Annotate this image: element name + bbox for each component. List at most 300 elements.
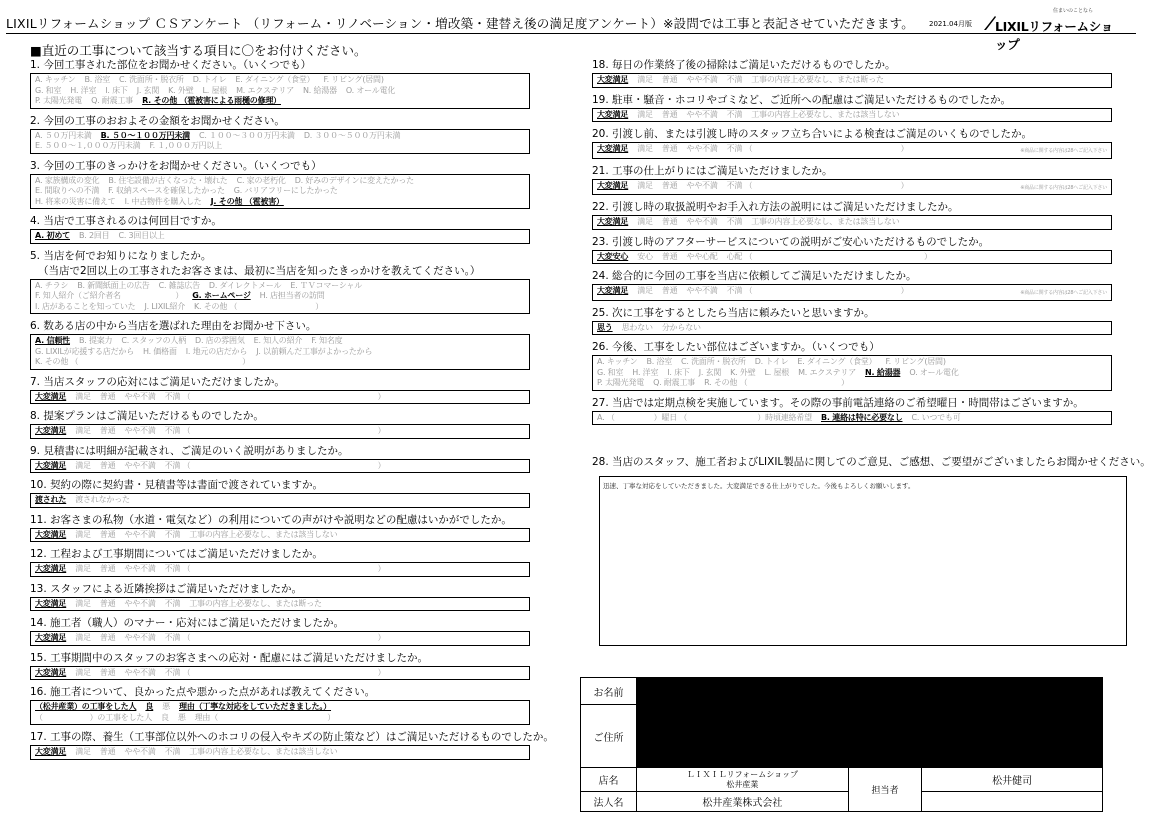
- answer-option[interactable]: G. LIXILが応援する店だから: [35, 346, 134, 356]
- answer-note: ※商品に関する内容は28へご記入下さい: [1020, 148, 1107, 154]
- question-block: [592, 269, 1112, 301]
- answer-option[interactable]: J. LIXIL紹介: [144, 301, 186, 311]
- answer-option[interactable]: H. 洋室: [70, 85, 97, 95]
- answer-option[interactable]: 普通: [99, 460, 116, 470]
- selected-option[interactable]: 大変満足: [35, 598, 67, 608]
- answer-line: [35, 702, 525, 713]
- answer-option[interactable]: やや不満: [686, 109, 718, 119]
- answer-option[interactable]: やや不満: [686, 75, 718, 84]
- selected-option[interactable]: 大変満足: [597, 75, 629, 84]
- question-block: [30, 685, 530, 725]
- answer-box: [30, 279, 530, 315]
- selected-option[interactable]: B. 連絡は特に必要なし: [820, 412, 903, 422]
- answer-option[interactable]: 不満 （ ）: [726, 144, 909, 153]
- answer-option[interactable]: C. １００～３００万円未満: [198, 130, 295, 140]
- answer-option[interactable]: やや不満: [124, 633, 156, 642]
- selected-option[interactable]: 渡された: [35, 495, 67, 504]
- left-question-column: [30, 58, 554, 765]
- answer-option[interactable]: E. ＴＶコマーシャル: [290, 280, 362, 290]
- selected-option[interactable]: 良: [145, 702, 154, 711]
- answer-option[interactable]: （ ）の工事をした人: [35, 712, 152, 722]
- selected-option[interactable]: 大変満足: [35, 529, 67, 539]
- answer-box: [30, 562, 530, 577]
- question-block: [30, 582, 530, 612]
- answer-option[interactable]: 不満: [164, 529, 181, 539]
- answer-option[interactable]: 不満 （ ）: [164, 633, 386, 642]
- answer-option[interactable]: C. いつでも可: [911, 412, 961, 422]
- question-block: [592, 93, 1112, 123]
- name-label: お名前: [581, 678, 637, 705]
- answer-option[interactable]: F. 知人紹介（ご紹介者名 ）: [35, 291, 184, 300]
- question-title: 1. 今回工事された部位をお聞かせください。（いくつでも）: [30, 59, 312, 71]
- answer-option[interactable]: I. 床下: [667, 367, 690, 377]
- selected-option[interactable]: N. 給湯器: [865, 367, 901, 377]
- selected-option[interactable]: 大変満足: [597, 109, 629, 119]
- answer-option[interactable]: K. その他 （ ）: [194, 301, 324, 311]
- answer-option[interactable]: 不満: [726, 217, 743, 226]
- question-title: 8. 提案プランはご満足いただけるものでしたか。: [30, 410, 264, 422]
- question-block: [30, 409, 530, 439]
- address-label: ご住所: [581, 705, 637, 768]
- selected-option[interactable]: 大変満足: [597, 144, 629, 153]
- answer-option[interactable]: A. キッチン: [35, 75, 76, 84]
- answer-option[interactable]: 分からない: [661, 322, 701, 332]
- answer-option[interactable]: G. 和室: [597, 367, 624, 377]
- answer-line: [35, 131, 525, 142]
- answer-note: ※商品に関する内容は28へご記入下さい: [1020, 184, 1107, 191]
- staff-extra: [922, 792, 1103, 812]
- answer-option[interactable]: E. ダイニング（食堂）: [797, 357, 877, 366]
- question-title: 20. 引渡し前、または引渡し時のスタッフ立ち合いによる検査はご満足のいくものでしたか。: [592, 128, 1033, 140]
- answer-line: [597, 75, 1107, 86]
- answer-option[interactable]: B. 住宅設備が古くなった・壊れた: [108, 175, 228, 185]
- selected-option[interactable]: A. 信頼性: [35, 336, 70, 345]
- selected-option[interactable]: 大変満足: [35, 564, 67, 573]
- answer-option[interactable]: 普通: [99, 391, 116, 401]
- answer-option[interactable]: F. リビング(居間): [885, 357, 946, 366]
- answer-option[interactable]: C. 洗面所・脱衣所: [681, 357, 746, 366]
- answer-option[interactable]: 普通: [99, 529, 116, 539]
- answer-option[interactable]: H. 将来の災害に備えて: [35, 196, 116, 206]
- answer-option[interactable]: 普通: [99, 667, 116, 677]
- question-title: 14. 施工者（職人）のマナー・応対にはご満足いただけましたか。: [30, 617, 345, 629]
- answer-option[interactable]: B. 浴室: [84, 75, 111, 84]
- answer-option[interactable]: M. エクステリア: [236, 85, 295, 95]
- question-block: [592, 127, 1112, 159]
- shop-label: 店名: [581, 768, 637, 792]
- answer-option[interactable]: A. ５０万円未満: [35, 130, 92, 140]
- answer-option[interactable]: 普通: [661, 251, 678, 261]
- answer-box: [30, 174, 530, 210]
- answer-option[interactable]: H. 価格面: [143, 346, 177, 356]
- answer-line: [35, 75, 525, 86]
- answer-option[interactable]: 普通: [99, 598, 116, 608]
- answer-option[interactable]: E. ５００～１,０００万円未満: [35, 141, 141, 150]
- selected-option[interactable]: 大変満足: [597, 217, 629, 226]
- answer-line: [35, 599, 525, 610]
- answer-option[interactable]: F. 知名度: [311, 336, 343, 345]
- staff-label: 担当者: [848, 768, 921, 812]
- answer-option[interactable]: やや不満: [124, 667, 156, 677]
- answer-option[interactable]: 不満: [726, 109, 743, 119]
- answer-option[interactable]: C. 雑誌広告: [158, 280, 200, 290]
- answer-line: [597, 378, 1107, 389]
- answer-line: [35, 86, 525, 97]
- answer-line: [35, 564, 525, 575]
- customer-info-table: [580, 677, 1103, 812]
- selected-option[interactable]: 大変安心: [597, 251, 629, 261]
- answer-line: [35, 186, 525, 197]
- answer-option[interactable]: A. チラシ: [35, 280, 69, 290]
- answer-option[interactable]: F. １,０００万円以上: [149, 141, 223, 150]
- answer-option[interactable]: I. 床下: [105, 85, 128, 95]
- question-block: [30, 651, 530, 681]
- answer-option[interactable]: 満足: [637, 217, 653, 226]
- answer-line: [35, 197, 525, 208]
- answer-option[interactable]: L. 屋根: [764, 367, 790, 377]
- answer-option[interactable]: 普通: [99, 633, 116, 642]
- selected-option[interactable]: B. ５０～１００万円未満: [100, 130, 190, 140]
- question-title: 27. 当店では定期点検を実施しています。その際の事前電話連絡のご希望曜日・時間帯はございますか。: [592, 396, 1084, 409]
- answer-box: [30, 528, 530, 543]
- answer-option[interactable]: 普通: [661, 180, 678, 190]
- selected-option[interactable]: 大変満足: [35, 747, 67, 756]
- question-title: 17. 工事の際、養生（工事部位以外へのホコリの侵入やキズの防止策など）はご満足いただけるものでしたか。: [30, 731, 554, 743]
- answer-option[interactable]: 不満 （ ）: [164, 391, 386, 401]
- answer-option[interactable]: E. 知人の紹介: [253, 336, 303, 345]
- answer-option[interactable]: B. 浴室: [646, 357, 673, 366]
- answer-line: [35, 747, 525, 758]
- answer-option[interactable]: B. 提案力: [78, 336, 113, 345]
- answer-option[interactable]: 普通: [661, 217, 678, 226]
- answer-line: [35, 713, 525, 724]
- selected-option[interactable]: R. その他 （雹被害による雨樋の修理）: [142, 96, 281, 105]
- answer-option[interactable]: 満足: [75, 426, 91, 435]
- answer-option[interactable]: やや不満: [124, 391, 156, 401]
- answer-option[interactable]: 思わない: [621, 322, 653, 332]
- answer-option[interactable]: 工事の内容上必要なし、または該当しない: [751, 217, 900, 226]
- answer-option[interactable]: G. バリアフリーにしたかった: [233, 186, 338, 195]
- answer-option[interactable]: 満足: [75, 598, 91, 608]
- answer-option[interactable]: J. 玄関: [698, 367, 722, 377]
- answer-option[interactable]: 普通: [661, 144, 678, 153]
- answer-option[interactable]: 不満 （ ）: [726, 180, 909, 190]
- answer-line: [35, 176, 525, 187]
- answer-option[interactable]: 不満: [726, 75, 743, 84]
- answer-option[interactable]: I. 店があることを知っていた: [35, 301, 136, 311]
- answer-option[interactable]: C. スタッフの人柄: [121, 336, 187, 345]
- answer-option[interactable]: Q. 耐震工事: [653, 378, 696, 387]
- answer-option[interactable]: E. ダイニング（食堂）: [235, 75, 315, 84]
- answer-option[interactable]: J. 以前頼んだ工事がよかったから: [256, 346, 373, 356]
- answer-line: [35, 291, 525, 302]
- question-title: 22. 引渡し時の取扱説明やお手入れ方法の説明にはご満足いただけましたか。: [592, 201, 959, 213]
- answer-box: [30, 229, 530, 244]
- answer-option[interactable]: 工事の内容上必要なし、または該当しない: [189, 747, 338, 756]
- answer-option[interactable]: D. 好みのデザインに変えたかった: [294, 175, 414, 185]
- answer-option[interactable]: 不満: [164, 747, 181, 756]
- answer-option[interactable]: 普通: [99, 426, 116, 435]
- answer-option[interactable]: 工事の内容上必要なし、または断った: [189, 598, 322, 608]
- question-block: [30, 730, 554, 760]
- answer-option[interactable]: 工事の内容上必要なし、または該当しない: [751, 109, 900, 119]
- answer-line: [35, 347, 525, 358]
- answer-option[interactable]: 満足: [637, 109, 653, 119]
- answer-option[interactable]: C. 家の老朽化: [236, 175, 286, 185]
- answer-box: [30, 493, 530, 508]
- answer-option[interactable]: D. 店の雰囲気: [195, 336, 245, 345]
- answer-option[interactable]: 普通: [661, 109, 678, 119]
- selected-option[interactable]: 大変満足: [35, 426, 67, 435]
- answer-option[interactable]: D. トイレ: [192, 75, 227, 84]
- answer-option[interactable]: 満足: [637, 286, 653, 295]
- answer-option[interactable]: Q. 耐震工事: [91, 96, 134, 105]
- question-block: [592, 235, 1112, 265]
- answer-box: [592, 321, 1112, 336]
- question-block: [30, 58, 530, 109]
- answer-box: [30, 129, 530, 154]
- answer-option[interactable]: R. その他 （ ）: [704, 378, 849, 387]
- selected-option[interactable]: 大変満足: [35, 633, 67, 642]
- answer-option[interactable]: やや不満: [686, 144, 718, 153]
- question-title: 4. 当店で工事されるのは何回目ですか。: [30, 215, 222, 227]
- question-title: 18. 毎日の作業終了後の掃除はご満足いただけるものでしたか。: [592, 59, 896, 71]
- answer-option[interactable]: 満足: [637, 75, 653, 84]
- answer-option[interactable]: 安心: [637, 251, 653, 261]
- shop-name: [637, 768, 849, 792]
- answer-line: [35, 336, 525, 347]
- answer-option[interactable]: 工事の内容上必要なし、または該当しない: [189, 529, 338, 539]
- corp-label: 法人名: [581, 792, 637, 812]
- question-block: [592, 164, 1112, 196]
- question-title: 2. 今回の工事のおおよその金額をお聞かせください。: [30, 114, 285, 127]
- selected-option[interactable]: 大変満足: [597, 180, 629, 190]
- answer-option[interactable]: 悪: [162, 702, 171, 711]
- answer-line: [597, 144, 1107, 155]
- answer-box: [30, 700, 530, 725]
- comment-box[interactable]: 迅速、丁寧な対応をしていただきました。大変満足できる仕上がりでした。今後もよろしくお願いします。: [599, 476, 1127, 646]
- answer-option[interactable]: 渡されなかった: [75, 495, 130, 504]
- answer-box: [30, 666, 530, 681]
- selected-option[interactable]: 理由（丁寧な対応をしていただきました。）: [179, 702, 332, 711]
- question-block: [30, 513, 530, 543]
- answer-option[interactable]: A. キッチン: [597, 357, 638, 366]
- answer-box: [30, 334, 530, 370]
- answer-option[interactable]: 不満 （ ）: [164, 460, 386, 470]
- answer-line: [35, 302, 525, 313]
- answer-line: [35, 461, 525, 472]
- answer-option[interactable]: H. 洋室: [632, 367, 659, 377]
- answer-option[interactable]: やや不満: [124, 460, 156, 470]
- question-title: 21. 工事の仕上がりにはご満足いただけましたか。: [592, 164, 833, 177]
- question-title: 7. 当店スタッフの応対にはご満足いただけましたか。: [30, 375, 285, 388]
- answer-box: [30, 424, 530, 439]
- question-28-title: 28. 当店のスタッフ、施工者およびLIXIL製品に関してのご意見、ご感想、ご要望がございましたらお聞かせください。: [592, 456, 1151, 468]
- answer-option[interactable]: P. 太陽光発電: [597, 378, 645, 387]
- answer-option[interactable]: 満足: [75, 564, 91, 573]
- lixil-logo: [983, 6, 1118, 52]
- answer-option[interactable]: 不満 （ ）: [726, 286, 909, 295]
- answer-option[interactable]: C. 3回目以上: [118, 231, 165, 240]
- answer-line: [597, 181, 1107, 192]
- answer-box: [592, 355, 1112, 391]
- answer-option[interactable]: D. ダイレクトメール: [208, 280, 282, 290]
- section-instruction: ■直近の工事について該当する項目に〇をお付けください。: [30, 43, 367, 58]
- answer-option[interactable]: K. その他 （ ）: [35, 357, 250, 366]
- answer-option[interactable]: 満足: [75, 633, 91, 642]
- selected-option[interactable]: J. その他 （雹被害）: [210, 196, 284, 206]
- question-subtitle: （当店で2回以上の工事されたお客さまは、最初に当店を知ったきっかけを教えてください。）: [38, 264, 481, 277]
- answer-option[interactable]: 満足: [637, 180, 653, 190]
- answer-option[interactable]: I. 中古物件を購入した: [124, 196, 202, 206]
- answer-line: [597, 368, 1107, 379]
- header-divider: [6, 33, 1136, 34]
- answer-line: [35, 392, 525, 403]
- answer-box: [592, 215, 1112, 230]
- answer-option[interactable]: A. 家族構成の変化: [35, 175, 100, 185]
- answer-option[interactable]: やや不満: [124, 529, 156, 539]
- answer-option[interactable]: D. ３００～５００万円未満: [303, 130, 401, 140]
- answer-option[interactable]: O. オール電化: [345, 85, 396, 95]
- answer-option[interactable]: 満足: [75, 391, 91, 401]
- answer-box: [592, 179, 1112, 196]
- answer-option[interactable]: 普通: [661, 75, 678, 84]
- question-block: [30, 616, 530, 646]
- selected-option[interactable]: 大変満足: [35, 460, 67, 470]
- answer-option[interactable]: L. 屋根: [202, 85, 228, 95]
- survey-title: LIXILリフォームショップ ＣＳアンケート （リフォーム・リノベーション・増改築・建替え後の満足度アンケート）※設問では工事と表記させていただきます。: [6, 16, 914, 31]
- question-block: [30, 375, 530, 405]
- answer-option[interactable]: G. 和室: [35, 85, 62, 95]
- answer-option[interactable]: 満足: [75, 747, 91, 756]
- shop-name-line2: 松井産業: [726, 779, 759, 789]
- answer-option[interactable]: やや不満: [124, 564, 156, 573]
- question-title: 23. 引渡し時のアフターサービスについての説明がご安心いただけるものでしたか。: [592, 235, 990, 248]
- selected-option[interactable]: 大変満足: [597, 286, 629, 295]
- answer-box: [592, 411, 1112, 426]
- question-title: 10. 契約の際に契約書・見積書等は書面で渡されていますか。: [30, 479, 324, 491]
- answer-option[interactable]: A. （ ）曜日 （ ）時頃連絡希望: [597, 412, 812, 422]
- answer-option[interactable]: やや不満: [686, 217, 718, 226]
- question-title: 19. 駐車・騒音・ホコリやゴミなど、ご近所への配慮はご満足いただけるものでしたか。: [592, 93, 1012, 106]
- answer-option[interactable]: 不満: [164, 598, 181, 608]
- answer-option[interactable]: H. 店担当者の訪問: [259, 291, 325, 300]
- question-title: 11. お客さまの私物（水道・電気など）の利用についての声がけや説明などの配慮はいかがでしたか。: [30, 513, 512, 526]
- selected-option[interactable]: 大変満足: [35, 391, 67, 401]
- answer-option[interactable]: O. オール電化: [909, 367, 959, 377]
- question-block: [30, 114, 530, 154]
- question-title: 13. スタッフによる近隣挨拶はご満足いただけましたか。: [30, 582, 303, 595]
- question-title: 24. 総合的に今回の工事を当店に依頼してご満足いただけましたか。: [592, 270, 917, 282]
- answer-option[interactable]: 不満 （ ）: [164, 667, 386, 677]
- answer-option[interactable]: やや心配: [686, 251, 718, 261]
- answer-box: [592, 73, 1112, 88]
- answer-option[interactable]: 悪: [177, 712, 186, 722]
- answer-option[interactable]: 満足: [75, 460, 91, 470]
- question-block: [30, 478, 530, 508]
- answer-box: [30, 73, 530, 109]
- answer-box: [30, 597, 530, 612]
- answer-option[interactable]: N. 給湯器: [303, 85, 337, 95]
- question-title: 25. 次に工事をするとしたら当店に頼みたいと思いますか。: [592, 306, 875, 319]
- answer-option[interactable]: やや不満: [124, 426, 156, 435]
- answer-option[interactable]: やや不満: [124, 598, 156, 608]
- question-title: 6. 数ある店の中から当店を選ばれた理由をお聞かせ下さい。: [30, 320, 317, 332]
- answer-option[interactable]: C. 洗面所・脱衣所: [119, 75, 184, 84]
- question-block: [30, 547, 530, 577]
- answer-option[interactable]: 普通: [99, 564, 116, 573]
- answer-option[interactable]: 心配 （ ）: [726, 251, 932, 261]
- answer-option[interactable]: 理由（ ）: [194, 712, 336, 722]
- answer-option[interactable]: やや不満: [686, 180, 718, 190]
- answer-option[interactable]: F. 収納スペースを確保したかった: [108, 186, 225, 195]
- answer-line: [35, 231, 525, 242]
- answer-option[interactable]: 普通: [661, 286, 678, 295]
- answer-option[interactable]: B. 新聞紙面上の広告: [77, 280, 150, 290]
- answer-option[interactable]: 満足: [75, 529, 91, 539]
- question-block: [30, 444, 530, 474]
- answer-line: [597, 323, 1107, 334]
- logo-tagline: 住まいのことなら: [1053, 8, 1094, 14]
- answer-option[interactable]: B. 2回目: [78, 231, 110, 240]
- answer-box: [30, 390, 530, 405]
- answer-line: [35, 426, 525, 437]
- logo-name: LIXILリフォームショップ: [995, 19, 1113, 52]
- answer-option[interactable]: I. 地元の店だから: [185, 346, 248, 356]
- answer-box: [592, 142, 1112, 159]
- answer-option[interactable]: やや不満: [686, 286, 718, 295]
- selected-option[interactable]: （松井産業）の工事をした人: [35, 702, 137, 711]
- answer-line: [597, 286, 1107, 297]
- answer-option[interactable]: 不満 （ ）: [164, 426, 386, 435]
- answer-option[interactable]: K. 外壁: [168, 85, 194, 95]
- answer-option[interactable]: やや不満: [124, 747, 156, 756]
- version-date: 2021.04月版: [929, 20, 972, 28]
- selected-option[interactable]: G. ホームページ: [192, 291, 251, 300]
- selected-option[interactable]: A. 初めて: [35, 231, 70, 240]
- answer-line: [35, 141, 525, 152]
- selected-option[interactable]: 大変満足: [35, 667, 67, 677]
- answer-option[interactable]: F. リビング(居間): [323, 75, 384, 84]
- answer-line: [35, 281, 525, 292]
- answer-option[interactable]: 満足: [637, 144, 653, 153]
- answer-box: [30, 745, 530, 760]
- answer-option[interactable]: 満足: [75, 667, 91, 677]
- question-title: 15. 工事期間中のスタッフのお客さまへの応対・配慮にはご満足いただけましたか。: [30, 651, 429, 664]
- answer-line: [597, 413, 1107, 424]
- answer-option[interactable]: M. エクステリア: [798, 367, 857, 377]
- selected-option[interactable]: 思う: [597, 322, 613, 332]
- question-block: [592, 306, 1112, 336]
- answer-line: [35, 633, 525, 644]
- answer-line: [35, 357, 525, 368]
- answer-line: [35, 495, 525, 506]
- answer-option[interactable]: E. 間取りへの不満: [35, 186, 100, 195]
- answer-option[interactable]: 不満 （ ）: [164, 564, 386, 573]
- staff-name: 松井健司: [922, 768, 1103, 792]
- answer-option[interactable]: P. 太陽光発電: [35, 96, 83, 105]
- answer-option[interactable]: 良: [161, 712, 169, 722]
- answer-option[interactable]: J. 玄関: [136, 85, 160, 95]
- answer-option[interactable]: D. トイレ: [754, 357, 789, 366]
- question-block: [30, 214, 530, 244]
- question-block: [592, 396, 1112, 426]
- answer-note: ※商品に関する内容は28へご記入下さい: [1020, 290, 1107, 296]
- answer-option[interactable]: 普通: [99, 747, 116, 756]
- answer-option[interactable]: K. 外壁: [730, 367, 756, 377]
- answer-box: [592, 108, 1112, 123]
- answer-option[interactable]: 工事の内容上必要なし、または断った: [751, 75, 884, 84]
